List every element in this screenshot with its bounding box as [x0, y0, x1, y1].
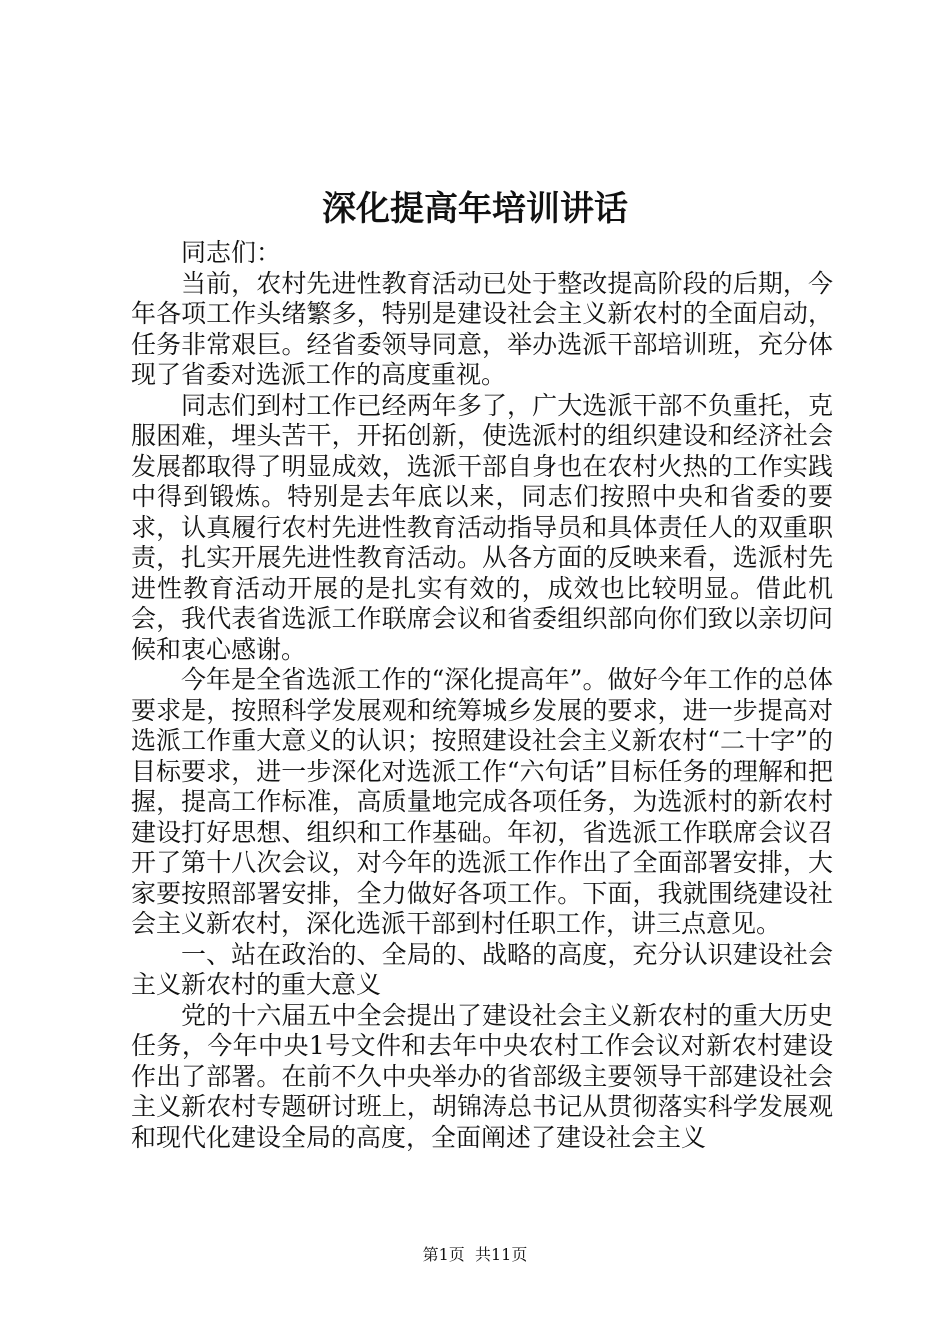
- page-total: 共11页: [474, 1245, 528, 1264]
- salutation: 同志们：: [181, 238, 282, 267]
- paragraph: 今年是全省选派工作的“深化提高年”。做好今年工作的总体要求是，按照科学发展观和统筹城乡发展的要求，进一步提高对选派工作重大意义的认识；按照建设社会主义新农村“二十字”的目标要求，进一步深化对选派工作“六句话”目标任务的理解和把握，提高工作标准，高质量地完成各项任务，为选派村的新农村建设打好思想、组织和工作基础。年初，省选派工作联席会议召开了第十八次会议，对今年的选派工作作出了全面部署安排，大家要按照部署安排，全力做好各项工作。下面，我就围绕建设社会主义新农村，深化选派干部到村任职工作，讲三点意见。: [131, 665, 833, 938]
- paragraph: 党的十六届五中全会提出了建设社会主义新农村的重大历史任务，今年中央1号文件和去年中央农村工作会议对新农村建设作出了部署。在前不久中央举办的省部级主要领导干部建设社会主义新农村专题研讨班上，胡锦涛总书记从贯彻落实科学发展观和现代化建设全局的高度，全面阐述了建设社会主义: [131, 1000, 833, 1152]
- page-footer: [0, 1243, 950, 1267]
- paragraph: 当前，农村先进性教育活动已处于整改提高阶段的后期，今年各项工作头绪繁多，特别是建设社会主义新农村的全面启动，任务非常艰巨。经省委领导同意，举办选派干部培训班，充分体现了省委对选派工作的高度重视。: [131, 268, 833, 389]
- paragraph: 同志们到村工作已经两年多了，广大选派干部不负重托，克服困难，埋头苦干，开拓创新，使选派村的组织建设和经济社会发展都取得了明显成效，选派干部自身也在农村火热的工作实践中得到锻炼。特别是去年底以来，同志们按照中央和省委的要求，认真履行农村先进性教育活动指导员和具体责任人的双重职责，扎实开展先进性教育活动。从各方面的反映来看，选派村先进性教育活动开展的是扎实有效的，成效也比较明显。借此机会，我代表省选派工作联席会议和省委组织部向你们致以亲切问候和衷心感谢。: [131, 390, 833, 664]
- page-number: 第1页: [422, 1245, 465, 1264]
- section-heading: 一、站在政治的、全局的、战略的高度，充分认识建设社会主义新农村的重大意义: [131, 939, 833, 999]
- document-title: 深化提高年培训讲话: [322, 189, 628, 229]
- footer-spacer: [465, 1245, 475, 1264]
- document-body: [131, 238, 833, 1153]
